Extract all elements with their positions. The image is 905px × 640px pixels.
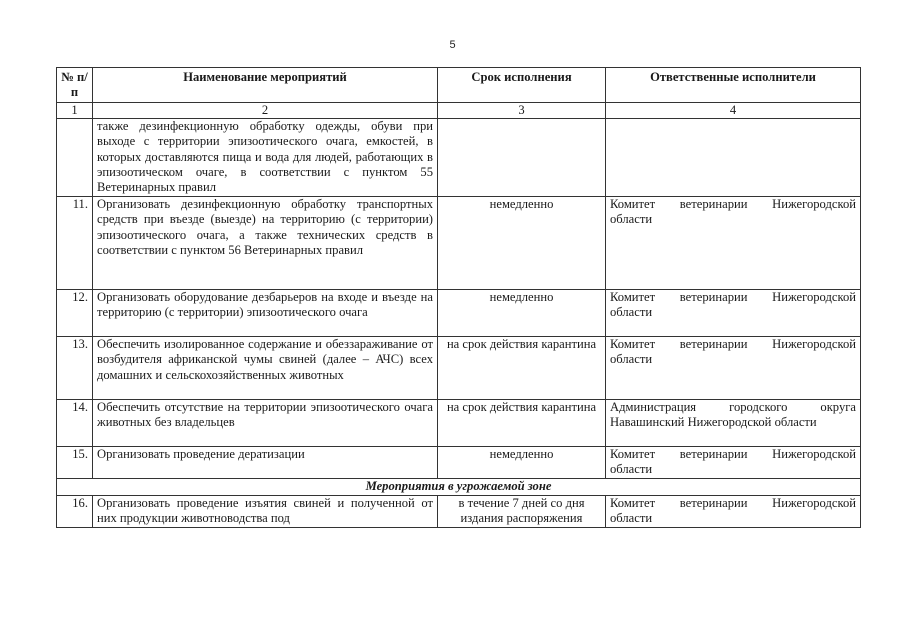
table-header-row — [57, 68, 861, 103]
column-number: 1 — [57, 103, 93, 119]
table-row — [57, 290, 861, 337]
row-term: немедленно — [438, 447, 606, 479]
table-row — [57, 496, 861, 528]
column-number: 4 — [606, 103, 861, 119]
column-number: 2 — [93, 103, 438, 119]
table-row — [57, 447, 861, 479]
measures-table — [56, 67, 861, 528]
row-number: 15. — [57, 447, 93, 479]
row-name: Обеспечить отсутствие на территории эпизоотического очага животных без владельцев — [93, 400, 438, 447]
section-title: Мероприятия в угрожаемой зоне — [57, 479, 861, 496]
row-name: Организовать проведение дератизации — [93, 447, 438, 479]
row-number: 14. — [57, 400, 93, 447]
page-number: 5 — [449, 39, 456, 51]
row-name: Обеспечить изолированное содержание и обеззараживание от возбудителя африканской чумы свиней (далее – АЧС) всех домашних и сельскохозяйственных животных — [93, 337, 438, 400]
header-term: Срок исполнения — [438, 68, 606, 103]
row-responsible: Комитет ветеринарии Нижегородской области — [606, 290, 861, 337]
row-name: Организовать дезинфекционную обработку транспортных средств при въезде (выезде) на территорию (с территории) эпизоотического очага, а также технических средств в соответствии с пунктом 56 Ветеринарных правил — [93, 197, 438, 290]
row-number: 12. — [57, 290, 93, 337]
header-num: № п/п — [57, 68, 93, 103]
row-number: 16. — [57, 496, 93, 528]
column-number-row — [57, 103, 861, 119]
row-term: в течение 7 дней со дня издания распоряжения — [438, 496, 606, 528]
row-term: немедленно — [438, 290, 606, 337]
column-number: 3 — [438, 103, 606, 119]
row-responsible: Комитет ветеринарии Нижегородской области — [606, 496, 861, 528]
row-responsible: Администрация городского округа Навашинский Нижегородской области — [606, 400, 861, 447]
row-term: немедленно — [438, 197, 606, 290]
row-name: Организовать проведение изъятия свиней и полученной от них продукции животноводства под — [93, 496, 438, 528]
row-number: 13. — [57, 337, 93, 400]
table-row — [57, 119, 861, 197]
continuation-cell: также дезинфекционную обработку одежды, обуви при выходе с территории эпизоотического очага, емкостей, в которых доставляются пища и вода для людей, работающих в эпизоотическом очаге, в соответствии с пунктом 55 Ветеринарных правил — [93, 119, 438, 197]
table-row — [57, 337, 861, 400]
row-responsible: Комитет ветеринарии Нижегородской области — [606, 337, 861, 400]
table-row — [57, 197, 861, 290]
row-name: Организовать оборудование дезбарьеров на входе и въезде на территорию (с территории) эпизоотического очага — [93, 290, 438, 337]
header-name: Наименование мероприятий — [93, 68, 438, 103]
row-number: 11. — [57, 197, 93, 290]
row-term: на срок действия карантина — [438, 400, 606, 447]
row-term: на срок действия карантина — [438, 337, 606, 400]
section-row — [57, 479, 861, 496]
header-responsible: Ответственные исполнители — [606, 68, 861, 103]
row-responsible: Комитет ветеринарии Нижегородской области — [606, 447, 861, 479]
table-row — [57, 400, 861, 447]
row-responsible: Комитет ветеринарии Нижегородской области — [606, 197, 861, 290]
